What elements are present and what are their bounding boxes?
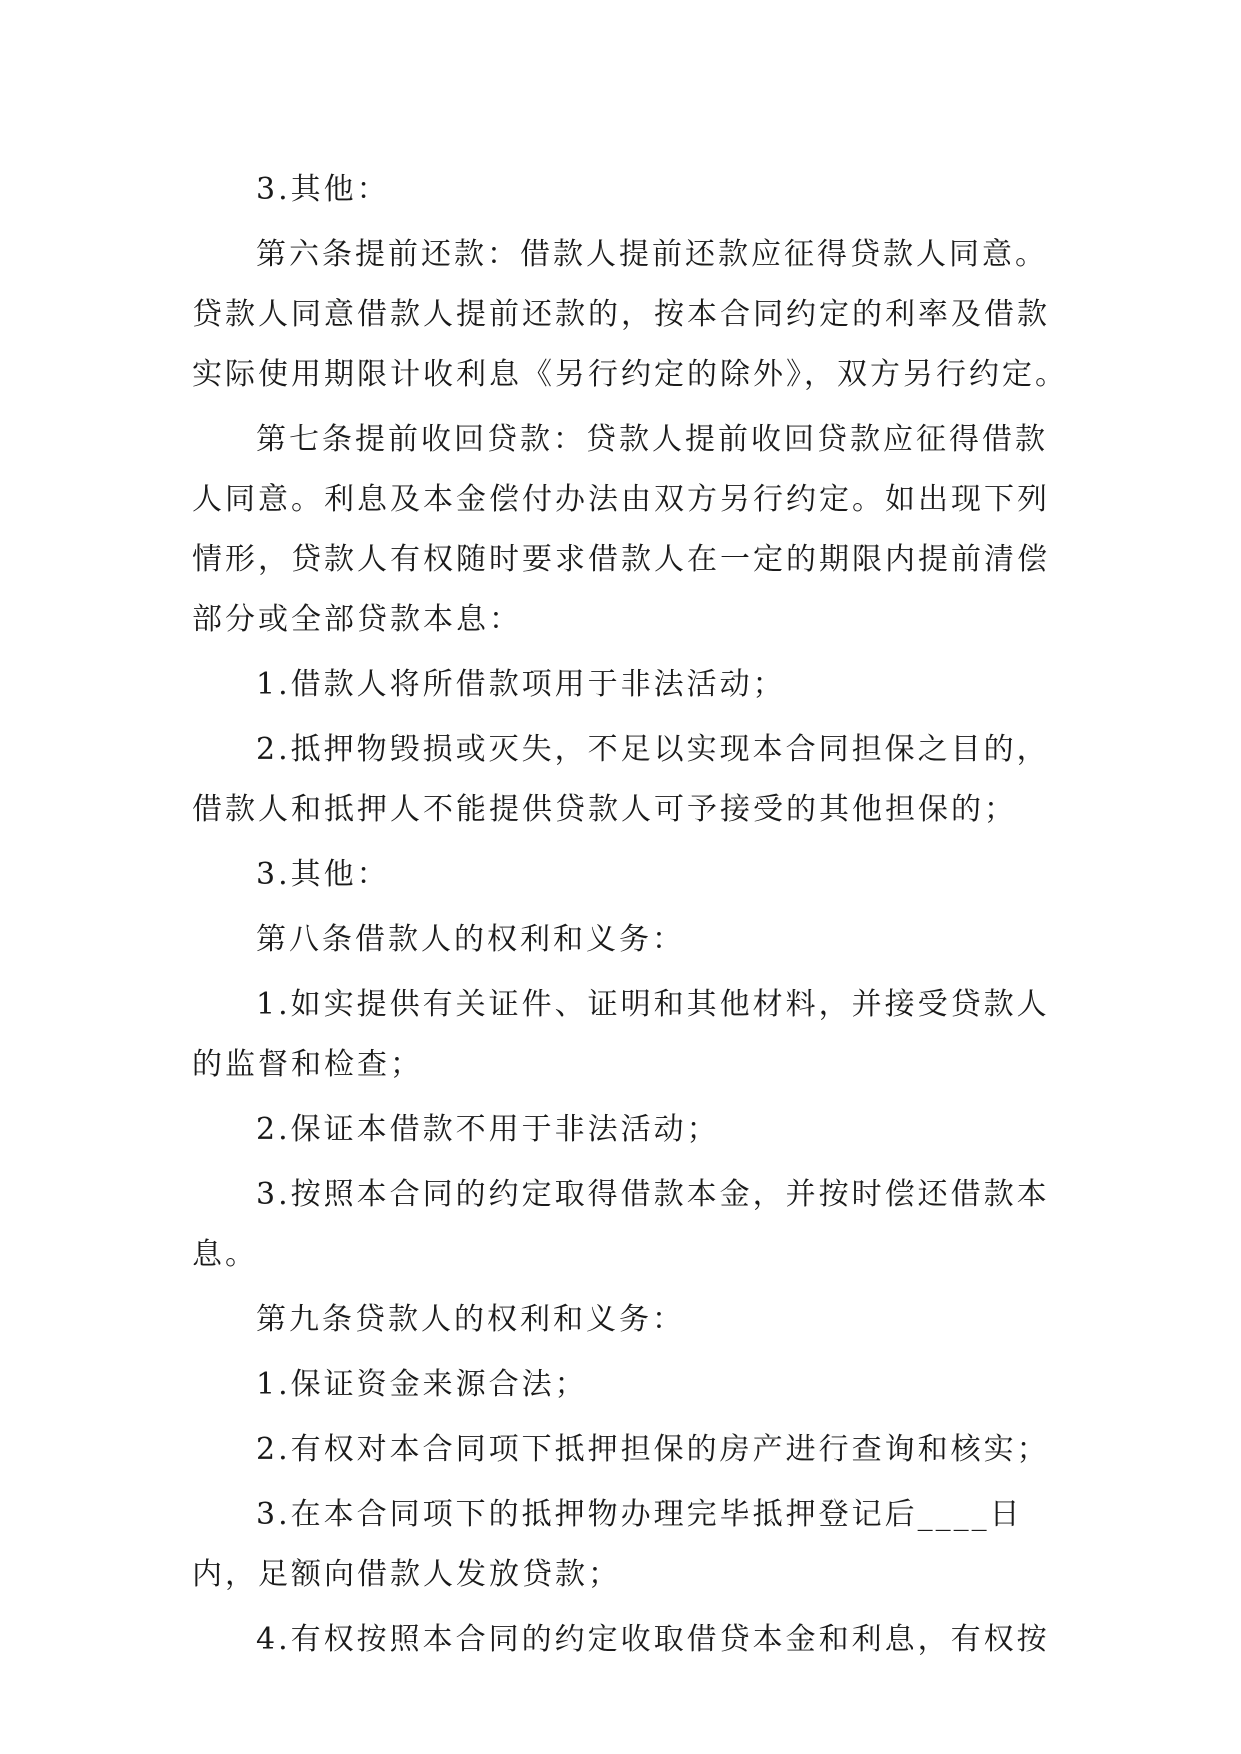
paragraph-article-7-item-1: 1.借款人将所借款项用于非法活动； [256, 667, 786, 702]
paragraph-article-7-item-3: 3.其他： [256, 857, 390, 892]
paragraph-article-8-item-1: 1.如实提供有关证件、证明和其他材料，并接受贷款人的监督和检查； [192, 987, 1050, 1082]
paragraph-article-9-item-4: 4.有权按照本合同的约定收取借贷本金和利息，有权按 [256, 1622, 1050, 1657]
paragraph-article-9-item-2: 2.有权对本合同项下抵押担保的房产进行查询和核实； [256, 1432, 1050, 1467]
document-body [192, 160, 1072, 1675]
paragraph-article-8-item-3: 3.按照本合同的约定取得借款本金，并按时偿还借款本息。 [192, 1177, 1050, 1272]
paragraph-article-7-item-2: 2.抵押物毁损或灭失，不足以实现本合同担保之目的，借款人和抵押人不能提供贷款人可予接受的其他担保的； [192, 732, 1050, 827]
paragraph-article-9-item-3: 3.在本合同项下的抵押物办理完毕抵押登记后____日内，足额向借款人发放贷款； [192, 1497, 1023, 1592]
paragraph-article-9: 第九条贷款人的权利和义务： [256, 1302, 685, 1337]
paragraph-article-7: 第七条提前收回贷款：贷款人提前收回贷款应征得借款人同意。利息及本金偿付办法由双方另行约定。如出现下列情形，贷款人有权随时要求借款人在一定的期限内提前清偿部分或全部贷款本息： [192, 422, 1050, 637]
paragraph-article-6: 第六条提前还款：借款人提前还款应征得贷款人同意。贷款人同意借款人提前还款的，按本合同约定的利率及借款实际使用期限计收利息《另行约定的除外》，双方另行约定。 [192, 237, 1068, 392]
paragraph-article-8-item-2: 2.保证本借款不用于非法活动； [256, 1112, 720, 1147]
paragraph-article-9-item-1: 1.保证资金来源合法； [256, 1367, 588, 1402]
paragraph-article-8: 第八条借款人的权利和义务： [256, 922, 685, 957]
paragraph-other-1: 3.其他： [256, 172, 390, 207]
